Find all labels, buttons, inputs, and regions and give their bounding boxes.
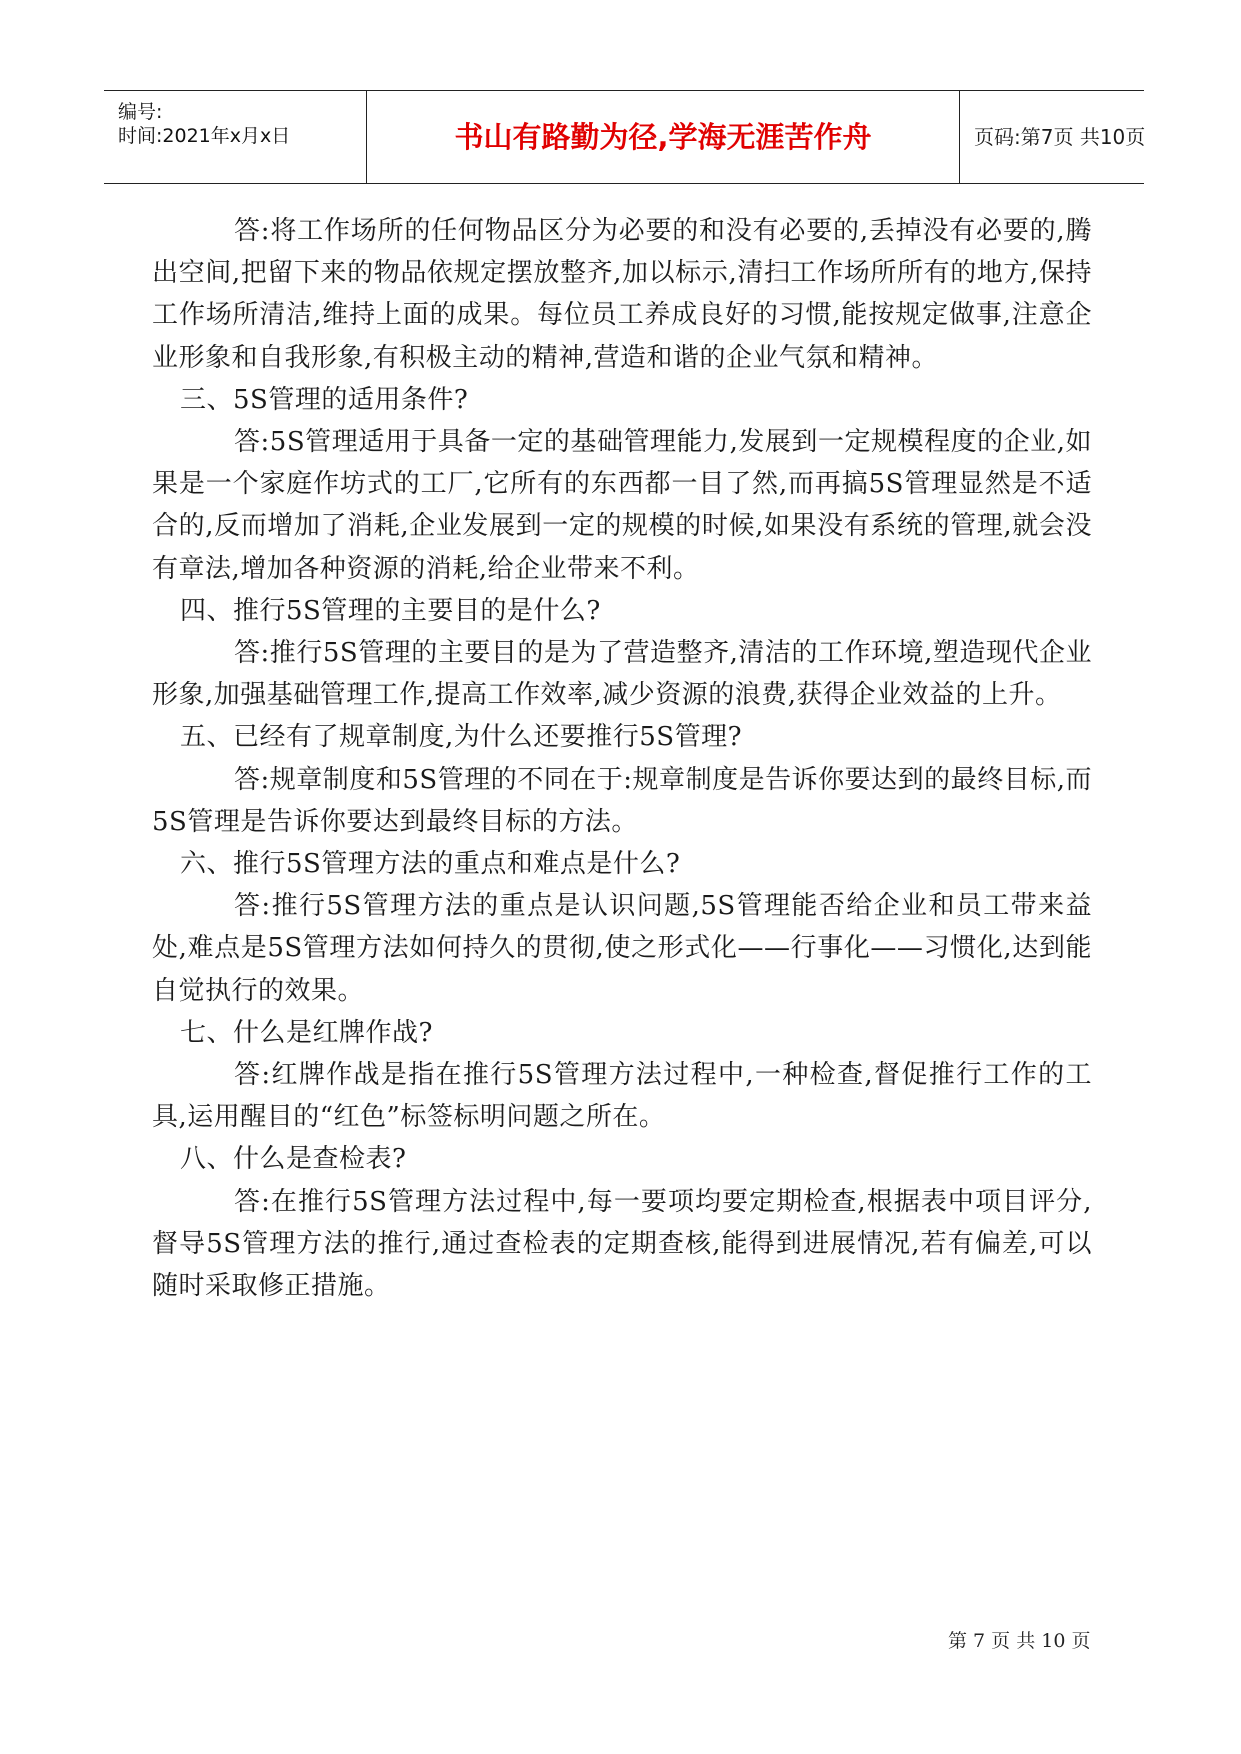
question-heading: 三、5S管理的适用条件? xyxy=(180,384,469,415)
header-motto-cell xyxy=(367,91,960,183)
header-page-cell xyxy=(960,91,1144,183)
document-time-label: 时间:2021年x月x日 xyxy=(118,125,291,147)
page-header xyxy=(104,90,1144,184)
answer-paragraph: 答:将工作场所的任何物品区分为必要的和没有必要的,丢掉没有必要的,腾出空间,把留下来的物品依规定摆放整齐,加以标示,清扫工作场所所有的地方,保持工作场所清洁,维持上面的成果。每位员工养成良好的习惯,能按规定做事,注意企业形象和自我形象,有积极主动的精神,营造和谐的企业气氛和精神。 xyxy=(152,216,1092,373)
question-heading: 六、推行5S管理方法的重点和难点是什么? xyxy=(180,849,681,880)
header-page-code: 页码:第7页 共10页 xyxy=(974,125,1146,149)
header-motto: 书山有路勤为径,学海无涯苦作舟 xyxy=(454,120,872,154)
question-heading: 七、什么是红牌作战? xyxy=(180,1017,433,1048)
answer-paragraph: 答:推行5S管理方法的重点是认识问题,5S管理能否给企业和员工带来益处,难点是5S管理方法如何持久的贯彻,使之形式化——行事化——习惯化,达到能自觉执行的效果。 xyxy=(152,891,1092,1006)
answer-paragraph: 答:规章制度和5S管理的不同在于:规章制度是告诉你要达到的最终目标,而5S管理是告诉你要达到最终目标的方法。 xyxy=(152,764,1092,837)
answer-paragraph: 答:5S管理适用于具备一定的基础管理能力,发展到一定规模程度的企业,如果是一个家庭作坊式的工厂,它所有的东西都一目了然,而再搞5S管理显然是不适合的,反而增加了消耗,企业发展到一定的规模的时候,如果没有系统的管理,就会没有章法,增加各种资源的消耗,给企业带来不利。 xyxy=(152,427,1092,584)
answer-paragraph: 答:推行5S管理的主要目的是为了营造整齐,清洁的工作环境,塑造现代企业形象,加强基础管理工作,提高工作效率,减少资源的浪费,获得企业效益的上升。 xyxy=(152,638,1092,711)
question-heading: 五、已经有了规章制度,为什么还要推行5S管理? xyxy=(180,722,743,753)
question-heading: 四、推行5S管理的主要目的是什么? xyxy=(180,595,601,626)
header-meta-cell xyxy=(104,91,367,183)
document-number-label: 编号: xyxy=(118,101,163,123)
answer-paragraph: 答:红牌作战是指在推行5S管理方法过程中,一种检查,督促推行工作的工具,运用醒目的“红色”标签标明问题之所在。 xyxy=(152,1060,1092,1133)
answer-paragraph: 答:在推行5S管理方法过程中,每一要项均要定期检查,根据表中项目评分,督导5S管理方法的推行,通过查检表的定期查核,能得到进展情况,若有偏差,可以随时采取修正措施。 xyxy=(152,1186,1092,1302)
question-heading: 八、什么是查检表? xyxy=(180,1144,407,1175)
page-footer: 第 7 页 共 10 页 xyxy=(948,1630,1091,1652)
document-body xyxy=(152,210,1092,1307)
